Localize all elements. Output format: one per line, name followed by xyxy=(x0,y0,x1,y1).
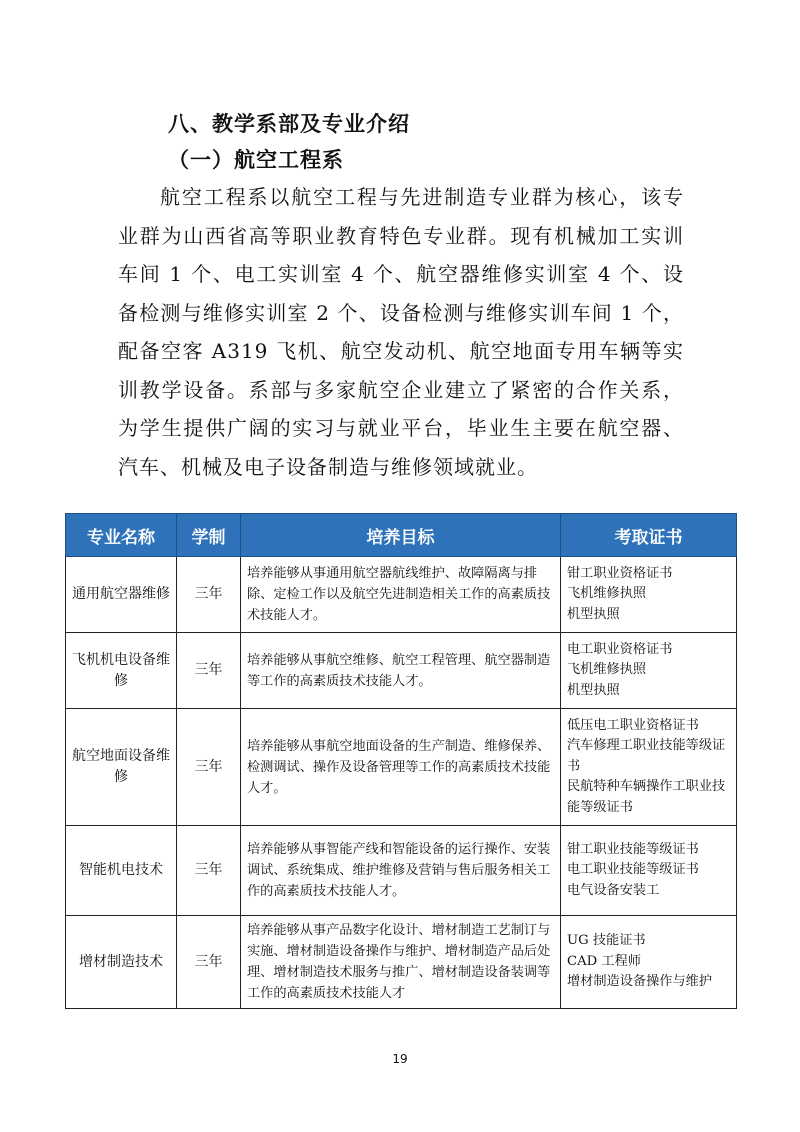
major-duration: 三年 xyxy=(177,709,241,826)
table-row xyxy=(66,709,737,826)
major-goal: 培养能够从事航空地面设备的生产制造、维修保养、检测调试、操作及设备管理等工作的高素质技术技能人才。 xyxy=(241,709,561,826)
subsection-heading: （一）航空工程系 xyxy=(168,148,344,172)
table-row xyxy=(66,916,737,1009)
major-name: 飞机机电设备维修 xyxy=(66,633,177,709)
certificate-item: 汽车修理工职业技能等级证书 xyxy=(567,738,726,774)
certificate-item: 钳工职业资格证书 xyxy=(567,565,673,581)
page-number: 19 xyxy=(392,1052,408,1066)
intro-paragraph xyxy=(118,178,684,486)
certificate-item: 飞机维修执照 xyxy=(567,586,647,602)
header-duration: 学制 xyxy=(177,514,241,557)
major-duration: 三年 xyxy=(177,633,241,709)
major-certificates xyxy=(561,633,737,709)
certificate-item: UG 技能证书 xyxy=(567,933,646,949)
major-goal: 培养能够从事通用航空器航线维护、故障隔离与排除、定检工作以及航空先进制造相关工作的高素质技术技能人才。 xyxy=(241,557,561,633)
major-name: 通用航空器维修 xyxy=(66,557,177,633)
certificate-item: 机型执照 xyxy=(567,606,620,622)
major-duration: 三年 xyxy=(177,557,241,633)
major-goal: 培养能够从事产品数字化设计、增材制造工艺制订与实施、增材制造设备操作与维护、增材制造产品后处理、增材制造技术服务与推广、增材制造设备装调等工作的高素质技术技能人才 xyxy=(241,916,561,1009)
major-certificates xyxy=(561,709,737,826)
major-duration: 三年 xyxy=(177,826,241,916)
major-duration: 三年 xyxy=(177,916,241,1009)
major-name: 增材制造技术 xyxy=(66,916,177,1009)
certificate-item: 飞机维修执照 xyxy=(567,662,647,678)
major-goal: 培养能够从事航空维修、航空工程管理、航空器制造等工作的高素质技术技能人才。 xyxy=(241,633,561,709)
certificate-item: 电工职业技能等级证书 xyxy=(567,862,699,878)
certificate-item: 低压电工职业资格证书 xyxy=(567,717,699,733)
table-row xyxy=(66,557,737,633)
major-certificates xyxy=(561,826,737,916)
table-header-row xyxy=(66,514,737,557)
certificate-item: 机型执照 xyxy=(567,682,620,698)
major-goal: 培养能够从事智能产线和智能设备的运行操作、安装调试、系统集成、维护维修及营销与售后服务相关工作的高素质技术技能人才。 xyxy=(241,826,561,916)
section-heading: 八、教学系部及专业介绍 xyxy=(168,112,410,136)
certificate-item: 民航特种车辆操作工职业技能等级证书 xyxy=(567,779,726,815)
certificate-item: 电气设备安装工 xyxy=(567,882,660,898)
certificate-item: CAD 工程师 xyxy=(567,953,641,969)
header-certificates: 考取证书 xyxy=(561,514,737,557)
major-certificates xyxy=(561,557,737,633)
intro-text: 航空工程系以航空工程与先进制造专业群为核心，该专业群为山西省高等职业教育特色专业群。现有机械加工实训车间 1 个、电工实训室 4 个、航空器维修实训室 4 个、设备检测与维修实训室 2 个、设备检测与维修实训车间 1 个，配备空客 A319 飞机、航空发动机、航空地面专用车辆等实训教学设备。系部与多家航空企业建立了紧密的合作关系，为学生提供广阔的实习与就业平台，毕业生主要在航空器、汽车、机械及电子设备制造与维修领域就业。 xyxy=(118,185,684,479)
major-name: 航空地面设备维修 xyxy=(66,709,177,826)
table-row xyxy=(66,633,737,709)
table-row xyxy=(66,826,737,916)
header-training-goal: 培养目标 xyxy=(241,514,561,557)
header-major-name: 专业名称 xyxy=(66,514,177,557)
major-name: 智能机电技术 xyxy=(66,826,177,916)
majors-table xyxy=(65,513,737,1009)
certificate-item: 钳工职业技能等级证书 xyxy=(567,841,699,857)
certificate-item: 电工职业资格证书 xyxy=(567,641,673,657)
certificate-item: 增材制造设备操作与维护 xyxy=(567,974,713,990)
major-certificates xyxy=(561,916,737,1009)
